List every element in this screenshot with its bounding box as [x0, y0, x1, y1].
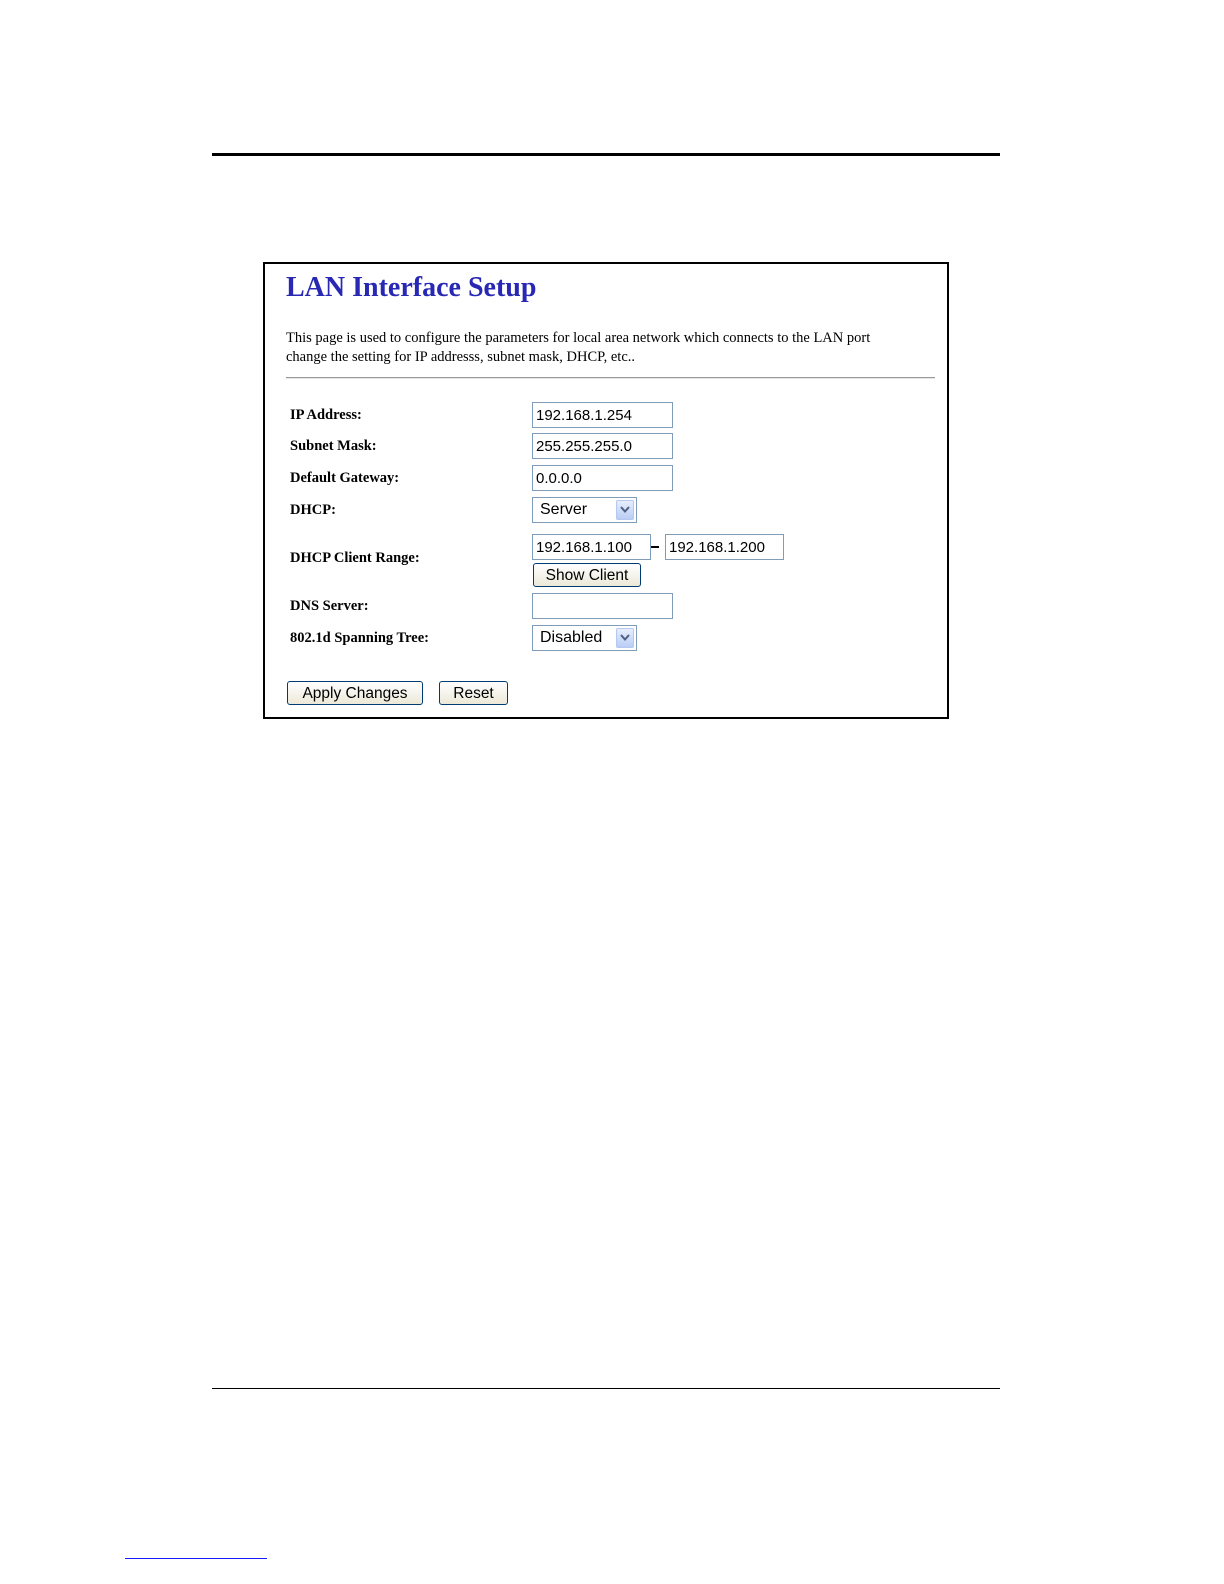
default-gateway-label: Default Gateway: — [290, 470, 400, 486]
footer-link-underline — [125, 1558, 267, 1559]
dns-server-label: DNS Server: — [290, 598, 369, 614]
dhcp-range-start-input[interactable] — [532, 534, 651, 560]
range-separator — [651, 546, 659, 548]
page-description — [286, 329, 941, 367]
dns-server-input[interactable] — [532, 593, 673, 619]
reset-button[interactable]: Reset — [439, 681, 508, 705]
dhcp-selected-value: Server — [540, 501, 588, 518]
show-client-button[interactable]: Show Client — [533, 563, 641, 587]
spanning-tree-select[interactable] — [532, 625, 637, 651]
page-header-rule — [212, 153, 1000, 156]
page-title: LAN Interface Setup — [286, 272, 537, 303]
spanning-tree-label: 802.1d Spanning Tree: — [290, 630, 429, 646]
subnet-mask-label: Subnet Mask: — [290, 438, 377, 454]
page-footer-rule — [212, 1388, 1000, 1389]
ip-address-label: IP Address: — [290, 407, 362, 423]
dhcp-label: DHCP: — [290, 502, 336, 518]
dhcp-select[interactable] — [532, 497, 637, 523]
dhcp-client-range-label: DHCP Client Range: — [290, 550, 420, 566]
apply-changes-button[interactable]: Apply Changes — [287, 681, 423, 705]
description-line-2: change the setting for IP addresss, subnet mask, DHCP, etc.. — [286, 349, 636, 365]
spanning-tree-selected-value: Disabled — [540, 629, 603, 646]
dhcp-range-end-input[interactable] — [665, 534, 784, 560]
section-divider — [286, 377, 935, 379]
ip-address-input[interactable] — [532, 402, 673, 428]
subnet-mask-input[interactable] — [532, 433, 673, 459]
chevron-down-icon[interactable] — [616, 628, 634, 648]
chevron-down-icon[interactable] — [616, 500, 634, 520]
description-line-1: This page is used to configure the parameters for local area network which connects to the LAN port — [286, 330, 871, 346]
lan-interface-setup-panel — [263, 262, 949, 719]
default-gateway-input[interactable] — [532, 465, 673, 491]
